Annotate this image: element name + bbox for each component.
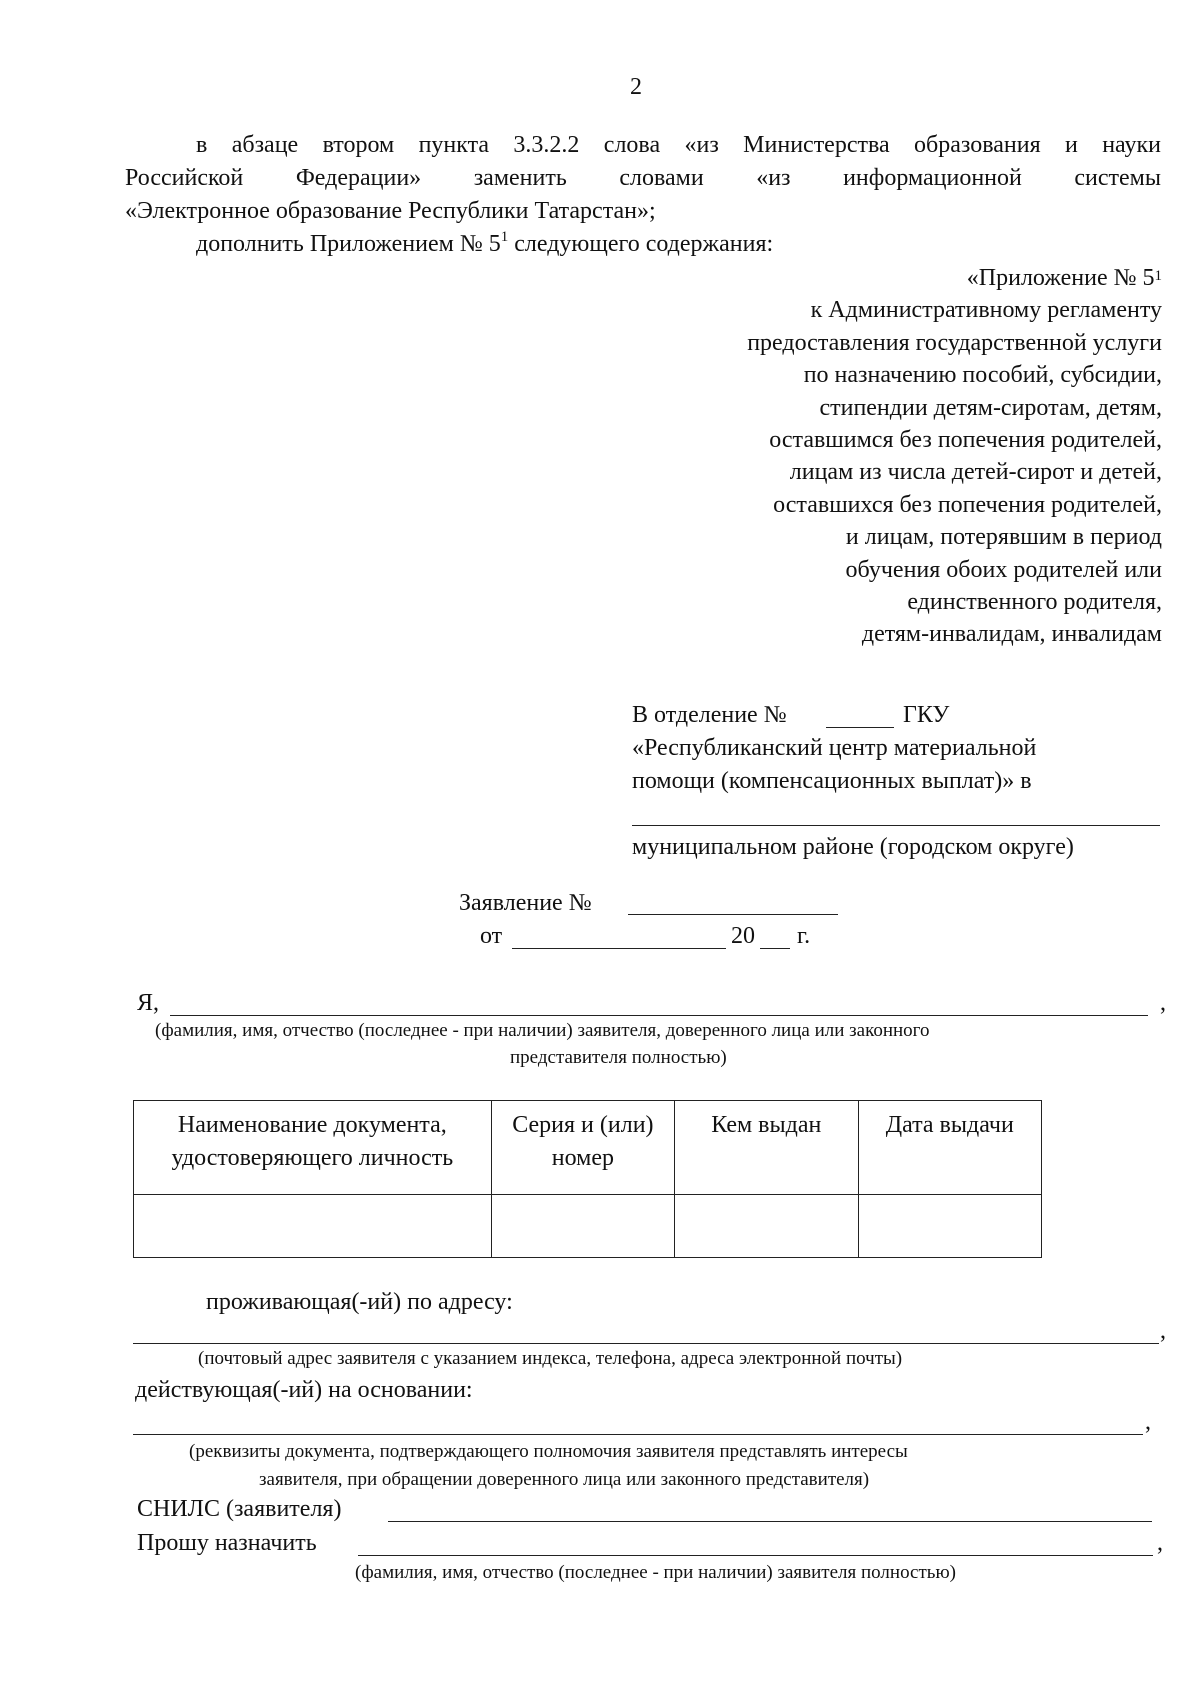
appendix-line: оставшихся без попечения родителей, xyxy=(773,491,1162,518)
basis-comma: , xyxy=(1145,1409,1151,1435)
intro-line-2: Российской Федерации» заменить словами «из информационной системы xyxy=(125,165,1161,191)
addressee-line-1b: ГКУ xyxy=(903,702,950,728)
intro-line-4-sup: 1 xyxy=(500,229,509,245)
request-comma: , xyxy=(1157,1530,1163,1556)
basis-blank[interactable] xyxy=(133,1434,1143,1435)
table-cell[interactable] xyxy=(491,1195,674,1258)
basis-hint-line-2: заявителя, при обращении доверенного лица или законного представителя) xyxy=(259,1469,870,1490)
id-document-table xyxy=(133,1100,1042,1258)
table-header-cell: Серия и (или) номер xyxy=(491,1101,674,1195)
table-cell[interactable] xyxy=(134,1195,492,1258)
request-name-blank[interactable] xyxy=(358,1555,1153,1556)
page-number: 2 xyxy=(630,74,642,100)
table-cell[interactable] xyxy=(675,1195,858,1258)
appendix-line: к Административному регламенту xyxy=(810,297,1162,324)
appendix-line: предоставления государственной услуги xyxy=(747,329,1162,356)
appendix-line: по назначению пособий, субсидии, xyxy=(803,362,1162,389)
snils-blank[interactable] xyxy=(388,1521,1152,1522)
applicant-hint-line-2: представителя полностью) xyxy=(510,1047,727,1068)
intro-line-3: «Электронное образование Республики Татарстан»; xyxy=(125,198,656,224)
statement-year-suffix: г. xyxy=(797,923,811,949)
intro-line-4-tail: следующего содержания: xyxy=(508,231,774,257)
residence-blank[interactable] xyxy=(133,1343,1159,1344)
residence-label: проживающая(-ий) по адресу: xyxy=(206,1289,513,1315)
addressee-line-3: помощи (компенсационных выплат)» в xyxy=(632,768,1032,794)
basis-hint-line-1: (реквизиты документа, подтверждающего полномочия заявителя представлять интересы xyxy=(189,1441,908,1462)
addressee-line-5: муниципальном районе (городском округе) xyxy=(632,834,1074,860)
addressee-line-1a: В отделение № xyxy=(632,702,787,728)
intro-line-4-text: дополнить Приложением № 5 xyxy=(196,231,501,257)
department-number-blank[interactable] xyxy=(826,727,894,728)
table-header-cell: Дата выдачи xyxy=(858,1101,1041,1195)
district-blank[interactable] xyxy=(632,825,1160,826)
residence-comma: , xyxy=(1160,1318,1166,1344)
table-cell[interactable] xyxy=(858,1195,1041,1258)
appendix-line: оставшимся без попечения родителей, xyxy=(769,427,1162,454)
applicant-hint-line-1: (фамилия, имя, отчество (последнее - при наличии) заявителя, доверенного лица или законного xyxy=(155,1020,930,1041)
appendix-line: лицам из числа детей-сирот и детей, xyxy=(789,459,1162,486)
appendix-line: и лицам, потерявшим в период xyxy=(845,524,1162,551)
request-label: Прошу назначить xyxy=(137,1530,317,1556)
appendix-line: единственного родителя, xyxy=(907,589,1162,616)
table-header-row xyxy=(134,1101,1042,1195)
intro-line-4 xyxy=(196,231,773,258)
appendix-header xyxy=(747,262,1162,651)
applicant-name-blank[interactable] xyxy=(170,1015,1148,1016)
snils-label: СНИЛС (заявителя) xyxy=(137,1496,342,1522)
statement-year-blank[interactable] xyxy=(760,948,790,949)
statement-year-prefix: 20 xyxy=(731,923,755,949)
residence-hint: (почтовый адрес заявителя с указанием индекса, телефона, адреса электронной почты) xyxy=(198,1348,903,1369)
intro-line-1: в абзаце втором пункта 3.3.2.2 слова «из Министерства образования и науки xyxy=(196,132,1161,158)
table-header-cell: Кем выдан xyxy=(675,1101,858,1195)
statement-number-blank[interactable] xyxy=(628,914,838,915)
applicant-label: Я, xyxy=(137,990,160,1016)
appendix-title-sup: 1 xyxy=(1154,268,1162,284)
statement-date-from: от xyxy=(480,923,503,949)
table-row xyxy=(134,1195,1042,1258)
applicant-comma: , xyxy=(1160,990,1166,1016)
statement-date-blank[interactable] xyxy=(512,948,726,949)
basis-label: действующая(-ий) на основании: xyxy=(135,1377,473,1403)
appendix-line: обучения обоих родителей или xyxy=(845,556,1162,583)
appendix-line: детям-инвалидам, инвалидам xyxy=(861,621,1162,648)
request-hint: (фамилия, имя, отчество (последнее - при наличии) заявителя полностью) xyxy=(355,1562,956,1583)
appendix-line: стипендии детям-сиротам, детям, xyxy=(819,394,1162,421)
appendix-title: «Приложение № $5^1$ xyxy=(966,265,1162,291)
table-header-cell: Наименование документа, удостоверяющего личность xyxy=(134,1101,492,1195)
statement-title: Заявление № xyxy=(459,890,592,916)
addressee-line-2: «Республиканский центр материальной xyxy=(632,735,1037,761)
